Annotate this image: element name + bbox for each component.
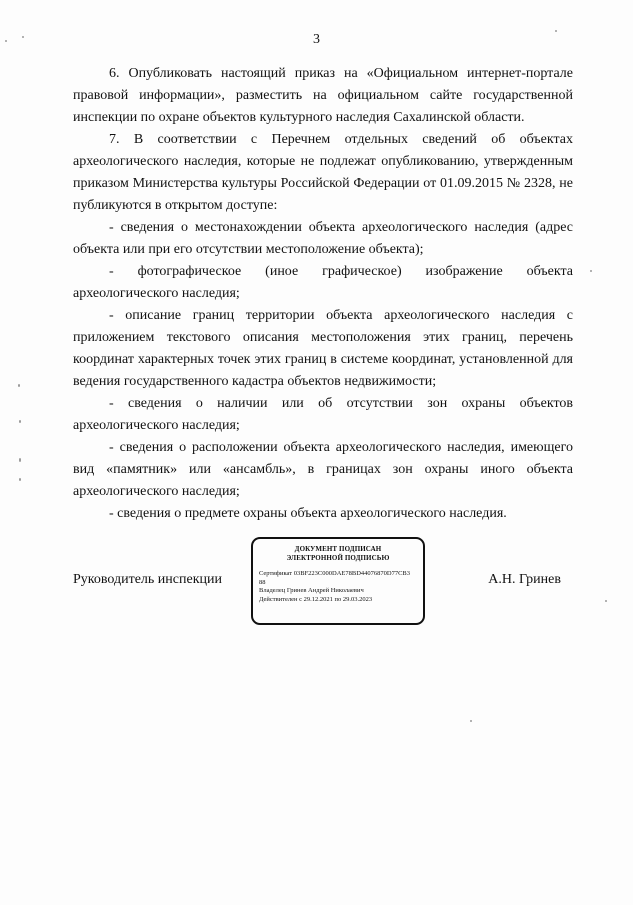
stamp-certificate: Сертификат 03BF223C000DAE78BD44076870D77CB3 [259,570,411,577]
scan-speck [19,458,21,462]
scan-speck [605,600,607,602]
list-item-location: - сведения о местонахождении объекта археологического наследия (адрес объекта или при его отсутствии местоположение объекта); [73,220,573,257]
paragraph-6: 6. Опубликовать настоящий приказ на «Официальном интернет-портале правовой информации», разместить на официальном сайте государственной инспекции по охране объектов культурного наследия Сахалинской области. [73,66,573,125]
document-body [73,63,573,525]
paragraph-7: 7. В соответствии с Перечнем отдельных сведений об объектах археологического наследия, которые не подлежат опубликованию, утвержденным приказом Министерства культуры Российской Федерации от 01.09.2015 № 2328, не публикуются в открытом доступе: [73,132,573,213]
stamp-certificate-tail: 88 [259,578,266,586]
scan-speck [470,720,472,722]
list-item-boundaries: - описание границ территории объекта археологического наследия с приложением текстового описания местоположения этих границ, перечень координат характерных точек этих границ в системе координат, установленной для ведения государственного кадастра объектов недвижимости; [73,308,573,389]
signatory-title: Руководитель инспекции [73,572,222,587]
list-item-monument-location: - сведения о расположении объекта археологического наследия, имеющего вид «памятник» или «ансамбль», в границах зон охраны иного объекта археологического наследия; [73,440,573,499]
stamp-validity: Действителен с 29.12.2021 по 29.03.2023 [259,595,373,603]
electronic-signature-stamp [251,537,425,625]
list-item-protection-subject: - сведения о предмете охраны объекта археологического наследия. [109,506,507,521]
signatory-name: А.Н. Гринев [488,572,561,587]
list-item-protection-zones: - сведения о наличии или об отсутствии зон охраны объектов археологического наследия; [73,396,573,433]
stamp-owner: Владелец Гринев Андрей Николаевич [259,587,364,594]
scan-speck [22,36,24,38]
scan-speck [19,420,21,423]
scan-speck [5,40,7,42]
scan-speck [18,384,20,387]
stamp-title-line1: ДОКУМЕНТ ПОДПИСАН [294,545,382,553]
scan-speck [19,478,21,481]
page-number: 3 [313,32,320,47]
scan-speck [555,30,557,32]
list-item-photo: - фотографическое (иное графическое) изображение объекта археологического наследия; [73,264,573,301]
scan-speck [590,270,592,272]
stamp-title-line2: ЭЛЕКТРОННОЙ ПОДПИСЬЮ [286,554,390,562]
